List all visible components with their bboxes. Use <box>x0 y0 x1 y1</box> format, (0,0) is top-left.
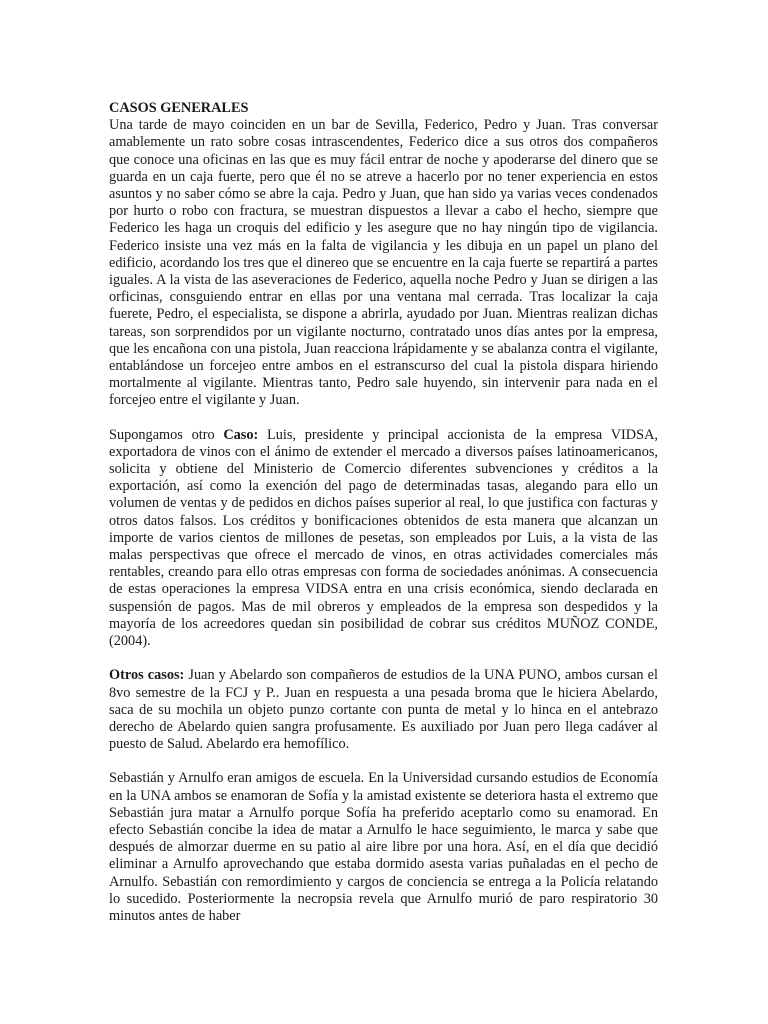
document-page <box>109 100 658 925</box>
paragraph-gap <box>109 650 658 667</box>
case-2-lead: Supongamos otro <box>109 426 224 443</box>
case-paragraph-1: Una tarde de mayo coinciden en un bar de Sevilla, Federico, Pedro y Juan. Tras conversar amablemente un rato sobre cosas intrascendentes, Federico dice a sus otros dos compañeros que conoce una oficinas en las que es muy fácil entrar de noche y apoderarse del dinero que se guarda en un caja fuerte, pero que él no se atreve a hacerlo por no tener experiencia en estos asuntos y no saber cómo se abre la caja. Pedro y Juan, que han sido ya varias veces condenados por hurto o robo con fractura, se muestran dispuestos a llevar a cabo el hecho, siempre que Federico les haga un croquis del edificio y les asegure que no hay ningún tipo de vigilancia. Federico insiste una vez más en la falta de vigilancia y les dibuja en un papel un plano del edificio, acordando los tres que el dinereo que se encuentre en la caja fuerte se repartirá a partes iguales. A la vista de las aseveraciones de Federico, aquella noche Pedro y Juan se dirigen a las orficinas, consguiendo entrar en ellas por una ventana mal cerrada. Tras localizar la caja fuerete, Pedro, el especialista, se dispone a abrirla, ayudado por Juan. Mientras realizan dichas tareas, son sorprendidos por un vigilante nocturno, contratado unos días antes por la empresa, que les encañona con una pistola, Juan reacciona lrápidamente y se abalanza contra el vigilante, entablándose un forcejeo entre ambos en el estranscurso del cual la pistola dispara hiriendo mortalmente al vigilante. Mientras tanto, Pedro sale huyendo, sin intervenir para nada en el forcejeo entre el vigilante y Juan. <box>109 117 658 409</box>
case-3-text: Juan y Abelardo son compañeros de estudios de la UNA PUNO, ambos cursan el 8vo semestre de la FCJ y P.. Juan en respuesta a una pesada broma que le hiciera Abelardo, saca de su mochila un objeto punzo cortante con punta de metal y lo hinca en el antebrazo derecho de Abelardo quien sangra profusamente. Es auxiliado por Juan pero llega cadáver al puesto de Salud. Abelardo era hemofílico. <box>109 667 658 753</box>
paragraph-gap <box>109 410 658 427</box>
case-3-term: Otros casos: <box>109 667 185 684</box>
case-2-term: Caso: <box>223 426 259 443</box>
case-paragraph-4: Sebastián y Arnulfo eran amigos de escuela. En la Universidad cursando estudios de Economía en la UNA ambos se enamoran de Sofía y la amistad existente se deteriora hasta el extremo que Sebastián jura matar a Arnulfo porque Sofía ha preferido aceptarlo como su enamorad. En efecto Sebastián concibe la idea de matar a Arnulfo le hace seguimiento, le marca y sabe que después de almorzar duerme en su patio al aire libre por una hora. Así, en el día que decidió eliminar a Arnulfo aprovechando que estaba dormido asesta varias puñaladas en el pecho de Arnulfo. Sebastián con remordimiento y cargos de conciencia se entrega a la Policía relatando lo sucedido. Posteriormente la necropsia revela que Arnulfo murió de paro respiratorio 30 minutos antes de haber <box>109 770 658 924</box>
paragraph-gap <box>109 753 658 770</box>
case-2-text: Luis, presidente y principal accionista de la empresa VIDSA, exportadora de vinos con el ánimo de extender el mercado a diversos países latinoamericanos, solicita y obtiene del Ministerio de Comercio diferentes subvenciones y créditos a la exportación, así como la exención del pago de determinadas tasas, alegando para ello un volumen de ventas y de pedidos en dichos países superior al real, lo que justifica con facturas y otros datos falsos. Los créditos y bonificaciones obtenidos de esta manera que alcanzan un importe de varios cientos de millones de pesetas, son empleados por Luis, a la vista de las malas perspectivas que ofrece el mercado de vinos, en otras actividades comerciales más rentables, creando para ello otras empresas con forma de sociedades anónimas. A consecuencia de estas operaciones la empresa VIDSA entra en una crisis económica, siendo declarada en suspensión de pagos. Mas de mil obreros y empleados de la empresa son despedidos y la mayoría de los acreedores quedan sin posibilidad de cobrar sus créditos MUÑOZ CONDE, (2004). <box>109 426 658 650</box>
document-title: CASOS GENERALES <box>109 100 249 116</box>
case-paragraph-3 <box>109 667 658 753</box>
case-paragraph-2 <box>109 427 658 651</box>
